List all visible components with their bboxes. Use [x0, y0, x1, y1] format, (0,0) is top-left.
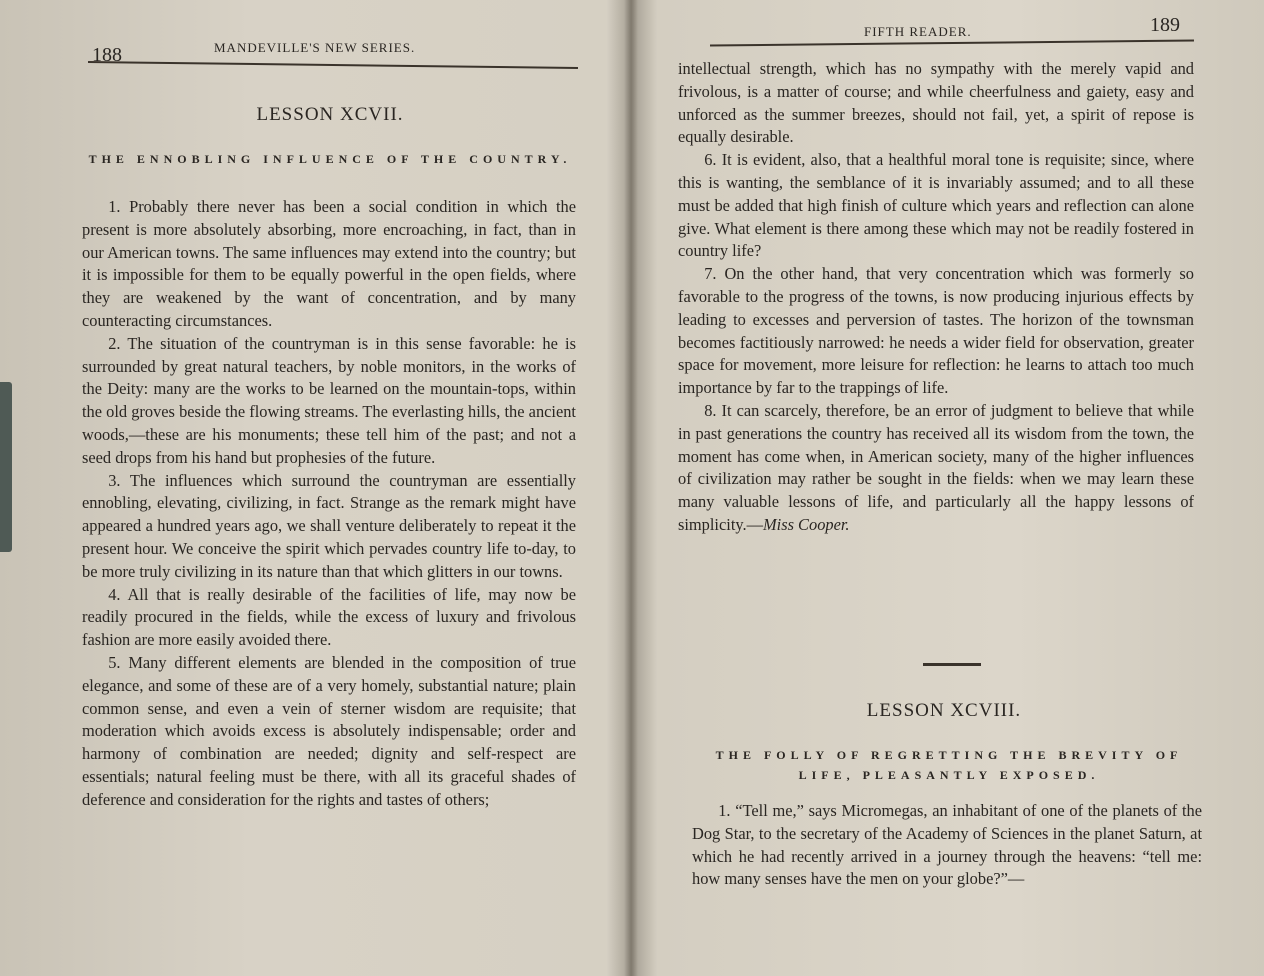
lesson-title: LESSON XCVII.: [256, 104, 404, 125]
next-lesson-title: LESSON XCVIII.: [866, 700, 1022, 721]
paragraph: 5. Many different elements are blended in the composition of true elegance, and some of these are of a very homely, substantial nature; plain common sense, and even a vein of sterner wisdom are requisite; that moderation which avoids excess is absolutely indispensable; order and harmony of combination are needed; dignity and self-respect are essentials; natural feeling must be there, with all its graceful shades of deference and consideration for the rights and tastes of others;: [82, 652, 576, 809]
next-lesson-body: [692, 800, 1202, 891]
paragraph: 6. It is evident, also, that a healthful moral tone is requisite; since, where this is wanting, the semblance of it is invariably assumed; and to all these must be added that high finish of culture which years and reflection can alone give. What element is there among these which may not be readily fostered in country life?: [678, 150, 1194, 261]
paragraph: 4. All that is really desirable of the facilities of life, may now be readily procured in the fields, while the excess of luxury and frivolous fashion are more easily avoided there.: [82, 584, 576, 650]
left-page: [0, 0, 628, 976]
paragraph: [678, 400, 1194, 537]
paragraph: 7. On the other hand, that very concentration which was formerly so favorable to the progress of the towns, is now producing injurious effects by leading to excesses and perversion of tastes. The horizon of the townsman becomes factitiously narrowed: he needs a wider field for observation, greater space for movement, more leisure for reflection: he learns to attach too much importance by far to the trappings of life.: [678, 264, 1194, 398]
next-lesson-subtitle-line1: THE FOLLY OF REGRETTING THE BREVITY OF: [715, 748, 1183, 762]
paragraph: 1. Probably there never has been a social condition in which the present is more absolutely absorbing, more encroaching, in fact, than in our American towns. The same influences may extend into the country; but it is impossible for them to be equally powerful in the open fields, where they are weakened by the want of concentration, and by many counteracting circumstances.: [82, 197, 576, 330]
next-lesson-subtitle-line2: LIFE, PLEASANTLY EXPOSED.: [798, 768, 1100, 782]
paragraph: 3. The influences which surround the countryman are essentially ennobling, elevating, civilizing, in fact. Strange as the remark might have appeared a hundred years ago, we shall venture deliberately to repeat it the present hour. We conceive the spirit which pervades country life to-day, to be more truly civilizing in its nature than that which glitters in our towns.: [82, 470, 576, 581]
lesson-body: [678, 58, 1194, 537]
lesson-subtitle: THE ENNOBLING INFLUENCE OF THE COUNTRY.: [88, 152, 572, 166]
page-number: 188: [92, 44, 122, 66]
paragraph-continuation: intellectual strength, which has no sympathy with the merely vapid and frivolous, is a matter of course; and while cheerfulness and gaiety, easy and unforced as the summer breezes, should not fail, yet, a spirit of repose is equally desirable.: [678, 59, 1194, 147]
right-page: [634, 0, 1264, 976]
paragraph-text: 8. It can scarcely, therefore, be an error of judgment to believe that while in past generations the country has received all its wisdom from the town, the moment has come when, in American society, many of the higher influences of civilization may rather be sought in the fields: when we may learn these many valuable lessons of life, and particularly all the happy lessons of simplicity.—: [678, 400, 1194, 534]
running-head: FIFTH READER.: [864, 24, 972, 39]
paragraph: 2. The situation of the countryman is in this sense favorable: he is surrounded by great natural teachers, by noble monitors, in the works of the Deity: many are the works to be learned on the mountain-tops, within the old groves beside the flowing streams. The everlasting hills, the ancient woods,—these are his monuments; these tell him of the past; and not a seed drops from his hand but prophesies of the future.: [82, 333, 576, 467]
attribution: Miss Cooper.: [763, 514, 850, 534]
paragraph: 1. “Tell me,” says Micromegas, an inhabitant of one of the planets of the Dog Star, to the secretary of the Academy of Sciences in the planet Saturn, at which he had recently arrived in a journey through the heavens: “tell me: how many senses have the men on your globe?”—: [692, 801, 1202, 889]
lesson-divider: [923, 663, 981, 666]
header-rule: [88, 61, 578, 69]
header-rule: [710, 39, 1194, 46]
running-head: MANDEVILLE'S NEW SERIES.: [214, 40, 416, 55]
lesson-body: [82, 196, 576, 812]
page-number: 189: [1150, 14, 1180, 36]
